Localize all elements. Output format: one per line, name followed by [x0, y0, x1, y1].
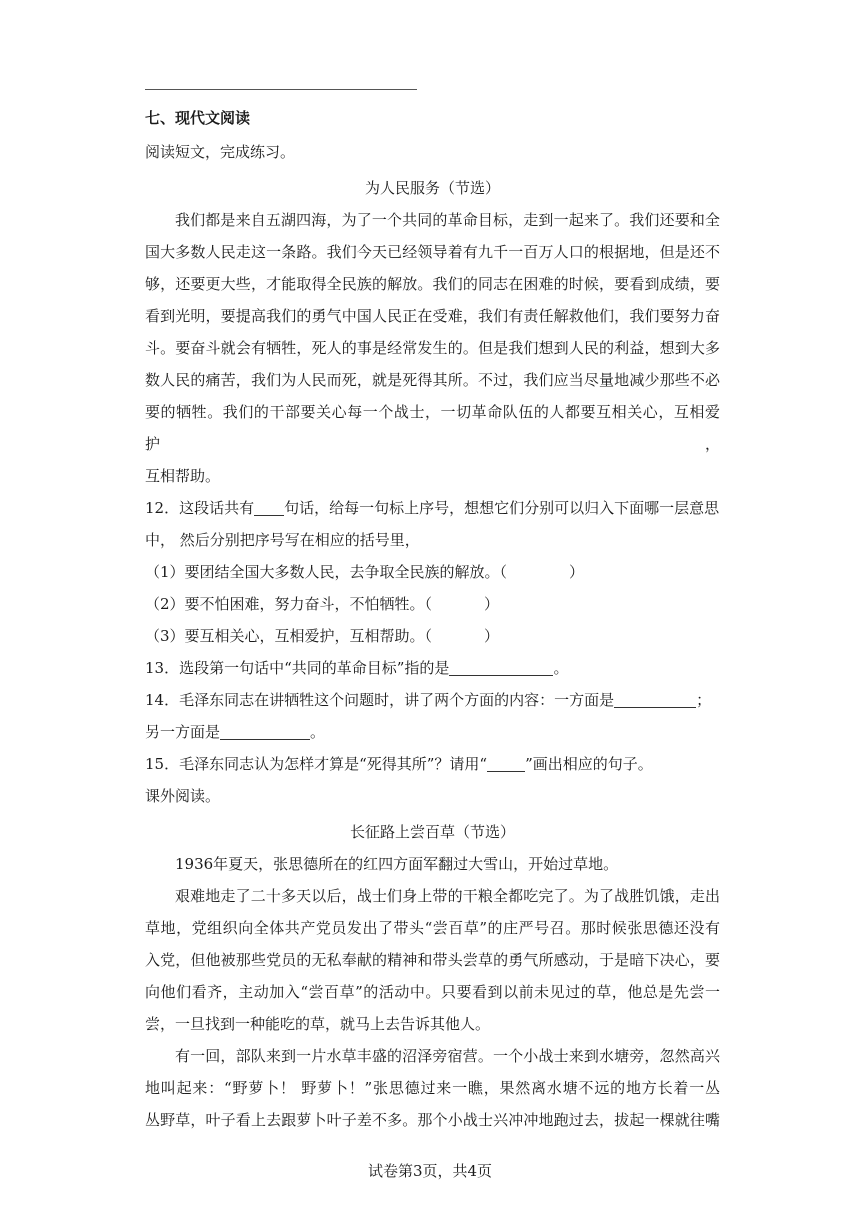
passage2-para1: 1936年夏天，张思德所在的红四方面军翻过大雪山，开始过草地。: [175, 855, 619, 873]
passage2-line: 丛野草，叶子看上去跟萝卜叶子差不多。那个小战士兴冲冲地跑过去，拔起一棵就往嘴: [145, 1111, 720, 1129]
passage2-line: 向他们看齐，主动加入“尝百草”的活动中。只要看到以前未见过的草，他总是先尝一: [145, 983, 720, 1001]
passage1-line: 国大多数人民走这一条路。我们今天已经领导着有九千一百万人口的根据地，但是还不: [145, 243, 720, 261]
q12-option-1-text: （1）要团结全国大多数人民，去争取全民族的解放。（: [145, 563, 508, 581]
q12-option-3-text: （3）要互相关心，互相爱护，互相帮助。（: [145, 627, 433, 645]
question-14-line2: [145, 716, 720, 748]
q13-prefix: 13．选段第一句话中“共同的革命目标”指的是: [145, 659, 450, 677]
paren-close: ）: [569, 563, 585, 581]
q14-blank-1[interactable]: [614, 691, 696, 708]
paren-close: ）: [484, 595, 500, 613]
passage2-para2: [145, 880, 720, 1040]
q15-suffix: ”画出相应的句子。: [525, 755, 653, 773]
q12-blank[interactable]: [254, 499, 284, 516]
passage2-line: 入党，但他被那些党员的无私奉献的精神和带头尝草的勇气所感动，于是暗下决心，要: [145, 951, 720, 969]
passage2-line: 地叫起来：“野萝卜！ 野萝卜！”张思德过来一瞧，果然离水塘不远的地方长着一丛: [145, 1079, 720, 1097]
page-footer: 试卷第3页，共4页: [367, 1162, 493, 1180]
section-title: 七、现代文阅读: [145, 109, 251, 127]
q12-prefix: 12．这段话共有: [145, 499, 255, 517]
passage1-line: 斗。要奋斗就会有牺牲，死人的事是经常发生的。但是我们想到人民的利益，想到大多: [145, 339, 720, 357]
passage1-title: 为人民服务（节选）: [364, 179, 500, 197]
passage1-line: 互相帮助。: [145, 467, 221, 485]
q12-option-3: [145, 620, 720, 652]
q14-suffix: 。: [310, 723, 326, 741]
q14-line2-prefix: 另一方面是: [145, 723, 221, 741]
passage1-line: 够，还要更大些，才能取得全民族的解放。我们的同志在困难的时候，要看到成绩，要: [145, 275, 720, 293]
passage1-line: 要的牺牲。我们的干部要关心每一个战士，一切革命队伍的人都要互相关心，互相爱护，: [145, 403, 720, 453]
q14-prefix: 14．毛泽东同志在讲牺牲这个问题时，讲了两个方面的内容：一方面是: [145, 691, 615, 709]
passage2-title: 长征路上尝百草（节选）: [349, 823, 515, 841]
passage1-body: [145, 204, 720, 492]
q14-mid: ；: [696, 691, 712, 709]
q15-prefix: 15．毛泽东同志认为怎样才算是“死得其所”？请用“: [145, 755, 488, 773]
q14-blank-2[interactable]: [220, 723, 310, 740]
header-rule: [145, 89, 417, 90]
section-instruction: 阅读短文，完成练习。: [145, 143, 296, 161]
passage2-line: 草地，党组织向全体共产党员发出了带头“尝百草”的庄严号召。那时候张思德还没有: [145, 919, 720, 937]
passage2-line: 尝，一旦找到一种能吃的草，就马上去告诉其他人。: [145, 1015, 491, 1033]
q12-option-2-text: （2）要不怕困难，努力奋斗，不怕牺牲。（: [145, 595, 433, 613]
extra-reading-label: 课外阅读。: [145, 787, 221, 805]
question-15: [145, 748, 720, 780]
paren-close: ）: [484, 627, 500, 645]
passage1-line: 我们都是来自五湖四海，为了一个共同的革命目标，走到一起来了。我们还要和全: [175, 211, 720, 229]
question-13: [145, 652, 720, 684]
q13-suffix: 。: [553, 659, 569, 677]
q12-option-1: [145, 556, 720, 588]
passage2-para3: [145, 1040, 720, 1136]
page-content: [145, 100, 720, 1136]
q12-suffix: 句话，给每一句标上序号，想想它们分别可以归入下面哪一层意思: [284, 499, 720, 517]
passage2-line: 艰难地走了二十多天以后，战士们身上带的干粮全都吃完了。为了战胜饥饿，走出: [175, 887, 720, 905]
passage2-line: 有一回，部队来到一片水草丰盛的沼泽旁宿营。一个小战士来到水塘旁，忽然高兴: [175, 1047, 720, 1065]
q15-underline-sample: [487, 755, 525, 772]
question-14: [145, 684, 720, 716]
q13-blank[interactable]: [449, 659, 553, 676]
passage1-line: 看到光明，要提高我们的勇气中国人民正在受难，我们有责任解救他们，我们要努力奋: [145, 307, 720, 325]
question-12: [145, 492, 720, 524]
q12-line2: 中， 然后分别把序号写在相应的括号里，: [145, 531, 420, 549]
passage1-line: 数人民的痛苦，我们为人民而死，就是死得其所。不过，我们应当尽量地减少那些不必: [145, 371, 720, 389]
q12-option-2: [145, 588, 720, 620]
